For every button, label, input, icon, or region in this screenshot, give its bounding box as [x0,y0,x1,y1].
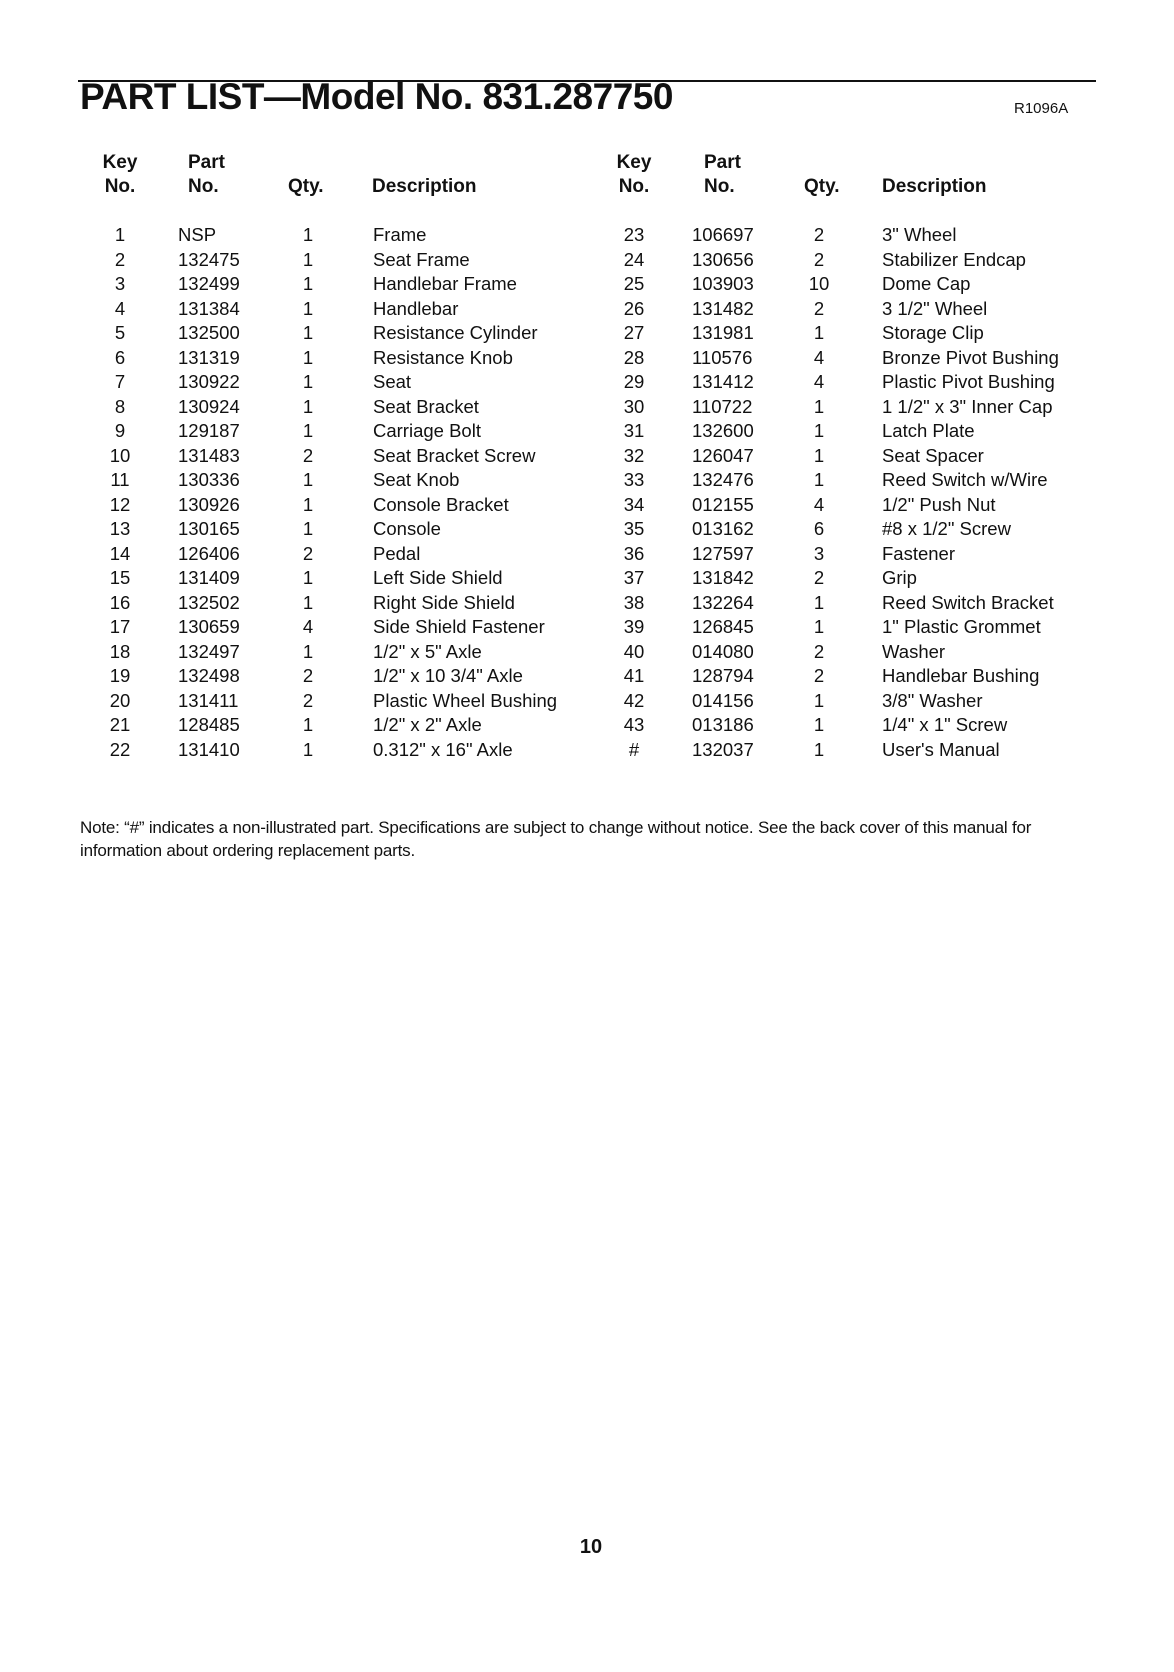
part-no-cell: 127597 [692,542,754,564]
part-no-cell: 110576 [692,346,753,368]
qty-cell: 1 [813,738,825,760]
key-no-cell: 43 [623,714,645,735]
description-cell: Dome Cap [882,273,971,294]
part-no-cell: 132476 [692,469,754,490]
key-no-cell: 42 [623,689,645,711]
description-cell: Reed Switch Bracket [882,591,1054,613]
qty-cell: 1 [302,640,314,662]
part-no-cell: 130926 [178,493,240,515]
description-cell: 1/4" x 1" Screw [882,714,1008,735]
qty-cell: 4 [813,371,825,392]
description-cell: #8 x 1/2" Screw [882,518,1011,539]
qty-cell: 2 [302,689,314,711]
qty-cell: 2 [813,640,825,662]
key-no-cell: 17 [109,616,131,637]
qty-cell: 4 [813,493,825,515]
description-cell: Console Bracket [373,493,509,515]
description-cell: Seat Bracket [373,395,479,417]
key-no-cell: 5 [114,322,126,343]
part-no-cell: 014156 [692,689,754,711]
footnote: Note: “#” indicates a non-illustrated part. Specifications are subject to change without notice. See the back cover of this manual for information about ordering replacement parts. [80,818,1032,860]
part-no-cell: 131842 [692,567,754,588]
description-cell: 3" Wheel [882,224,957,245]
part-no-cell: 131482 [692,297,754,319]
header-part-left-line2: No. [188,176,219,197]
key-no-cell: 41 [623,665,645,686]
qty-cell: 1 [813,591,825,613]
qty-cell: 2 [302,665,314,686]
part-no-cell: 131411 [178,689,239,711]
qty-cell: 2 [302,542,314,564]
description-cell: Reed Switch w/Wire [882,469,1048,490]
qty-cell: 1 [302,493,314,515]
part-no-cell: 128485 [178,714,240,735]
key-no-cell: 38 [623,591,645,613]
part-no-cell: 131410 [178,738,240,760]
description-cell: Frame [373,224,427,245]
part-no-cell: 130656 [692,248,754,270]
description-cell: 3/8" Washer [882,689,983,711]
description-cell: Left Side Shield [373,567,503,588]
description-cell: Carriage Bolt [373,420,481,441]
key-no-cell: 2 [114,248,126,270]
key-no-cell: 27 [623,322,645,343]
key-no-cell: 16 [109,591,131,613]
description-cell: 1/2" x 10 3/4" Axle [373,665,523,686]
qty-cell: 1 [813,689,825,711]
part-no-cell: 130165 [178,518,240,539]
key-no-cell: 29 [623,371,645,392]
qty-cell: 1 [813,714,825,735]
description-cell: 1/2" Push Nut [882,493,996,515]
header-description-right: Description [882,176,987,197]
description-cell: Console [373,518,441,539]
description-cell: Fastener [882,542,956,564]
description-cell: Seat Knob [373,469,460,490]
part-no-cell: 131412 [692,371,754,392]
part-no-cell: 129187 [178,420,240,441]
description-cell: Resistance Knob [373,346,513,368]
description-cell: Seat [373,371,412,392]
description-cell: Seat Bracket Screw [373,444,536,466]
header-description-left: Description [372,176,477,197]
part-no-cell: 131319 [178,346,240,368]
key-no-cell: 33 [623,469,645,490]
key-no-cell: 23 [623,224,645,245]
key-no-cell: 25 [623,273,645,294]
description-cell: 1 1/2" x 3" Inner Cap [882,395,1053,417]
header-key-left-line2: No. [104,176,136,197]
description-cell: Washer [882,640,946,662]
part-no-cell: 103903 [692,273,754,294]
part-no-cell: 128794 [692,665,754,686]
description-cell: Right Side Shield [373,591,515,613]
header-key-right-line2: No. [618,176,650,197]
qty-cell: 1 [302,346,314,368]
qty-cell: 4 [813,346,825,368]
key-no-cell: 1 [114,224,126,245]
part-no-cell: 132498 [178,665,240,686]
key-no-cell: 36 [623,542,645,564]
key-no-cell: 40 [623,640,645,662]
part-no-cell: NSP [178,224,217,245]
qty-cell: 1 [302,469,314,490]
description-cell: Stabilizer Endcap [882,248,1026,270]
qty-cell: 1 [302,297,314,319]
key-no-cell: 15 [109,567,131,588]
key-no-cell: 20 [109,689,131,711]
header-part-right-line2: No. [704,176,735,197]
key-no-cell: 24 [623,248,645,270]
description-cell: Side Shield Fastener [373,616,545,637]
key-no-cell: 14 [109,542,131,564]
header-part-right-line1: Part [704,152,741,173]
description-cell: Latch Plate [882,420,975,441]
qty-cell: 1 [813,469,825,490]
part-no-cell: 013162 [692,518,754,539]
qty-cell: 10 [808,273,830,294]
description-cell: Plastic Pivot Bushing [882,371,1055,392]
part-no-cell: 132500 [178,322,240,343]
key-no-cell: 6 [114,346,126,368]
qty-cell: 1 [302,738,314,760]
key-no-cell: 37 [623,567,645,588]
description-cell: Handlebar Frame [373,273,517,294]
qty-cell: 1 [302,567,314,588]
qty-cell: 4 [302,616,314,637]
key-no-cell: 12 [109,493,131,515]
document-code: R1096A [1014,100,1069,117]
qty-cell: 2 [813,567,825,588]
part-no-cell: 131409 [178,567,240,588]
qty-cell: 1 [813,322,825,343]
qty-cell: 1 [813,395,825,417]
part-no-cell: 130922 [178,371,240,392]
header-part-left-line1: Part [188,152,225,173]
part-no-cell: 130924 [178,395,240,417]
key-no-cell: 13 [109,518,131,539]
key-no-cell: 10 [109,444,131,466]
description-cell: Grip [882,567,917,588]
part-no-cell: 132497 [178,640,240,662]
key-no-cell: 31 [623,420,645,441]
part-no-cell: 132037 [692,738,754,760]
qty-cell: 2 [813,224,825,245]
qty-cell: 6 [813,518,825,539]
key-no-cell: 3 [114,273,126,294]
qty-cell: 1 [302,518,314,539]
part-no-cell: 131981 [692,322,754,343]
part-no-cell: 132264 [692,591,754,613]
qty-cell: 1 [302,273,314,294]
header-qty-left: Qty. [288,176,324,197]
part-no-cell: 131384 [178,297,240,319]
qty-cell: 1 [302,395,314,417]
part-no-cell: 126845 [692,616,754,637]
part-no-cell: 126406 [178,542,240,564]
key-no-cell: 8 [114,395,126,417]
qty-cell: 1 [302,591,314,613]
qty-cell: 1 [813,420,825,441]
part-no-cell: 013186 [692,714,754,735]
key-no-cell: 28 [623,346,645,368]
qty-cell: 1 [813,444,825,466]
description-cell: Pedal [373,542,421,564]
key-no-cell: 32 [623,444,645,466]
qty-cell: 1 [302,420,314,441]
part-no-cell: 132502 [178,591,240,613]
description-cell: 0.312" x 16" Axle [373,738,513,760]
qty-cell: 2 [302,444,314,466]
description-cell: Seat Frame [373,248,470,270]
part-no-cell: 012155 [692,493,754,515]
key-no-cell: 9 [114,420,126,441]
key-no-cell: 39 [623,616,645,637]
key-no-cell: 18 [109,640,131,662]
description-cell: Bronze Pivot Bushing [882,346,1059,368]
qty-cell: 2 [813,665,825,686]
key-no-cell: 19 [109,665,131,686]
qty-cell: 1 [302,714,314,735]
description-cell: Handlebar [373,297,459,319]
key-no-cell: # [628,738,640,760]
key-no-cell: 34 [623,493,645,515]
key-no-cell: 4 [114,297,126,319]
key-no-cell: 11 [110,469,130,490]
key-no-cell: 30 [623,395,645,417]
description-cell: User's Manual [882,738,1000,760]
key-no-cell: 35 [623,518,645,539]
description-cell: Plastic Wheel Bushing [373,689,558,711]
qty-cell: 1 [813,616,825,637]
qty-cell: 3 [813,542,825,564]
part-no-cell: 014080 [692,640,754,662]
description-cell: Handlebar Bushing [882,665,1040,686]
part-no-cell: 126047 [692,444,754,466]
description-cell: Seat Spacer [882,444,984,466]
qty-cell: 2 [813,297,825,319]
qty-cell: 1 [302,371,314,392]
qty-cell: 1 [302,224,314,245]
header-key-left-line1: Key [102,152,138,173]
key-no-cell: 7 [114,371,126,392]
description-cell: Storage Clip [882,322,984,343]
description-cell: 3 1/2" Wheel [882,297,988,319]
qty-cell: 1 [302,248,314,270]
part-no-cell: 106697 [692,224,754,245]
page-title: PART LIST—Model No. 831.287750 [80,76,673,117]
header-key-right-line1: Key [616,152,652,173]
part-no-cell: 132600 [692,420,754,441]
part-no-cell: 110722 [692,395,753,417]
description-cell: 1/2" x 2" Axle [373,714,482,735]
part-no-cell: 132475 [178,248,240,270]
part-no-cell: 130659 [178,616,240,637]
part-no-cell: 131483 [178,444,240,466]
part-no-cell: 132499 [178,273,240,294]
qty-cell: 2 [813,248,825,270]
page-number: 10 [579,1536,603,1558]
qty-cell: 1 [302,322,314,343]
header-qty-right: Qty. [804,176,840,197]
description-cell: 1/2" x 5" Axle [373,640,482,662]
description-cell: 1" Plastic Grommet [882,616,1041,637]
description-cell: Resistance Cylinder [373,322,538,343]
key-no-cell: 22 [109,738,131,760]
key-no-cell: 21 [109,714,131,735]
part-no-cell: 130336 [178,469,240,490]
key-no-cell: 26 [623,297,645,319]
